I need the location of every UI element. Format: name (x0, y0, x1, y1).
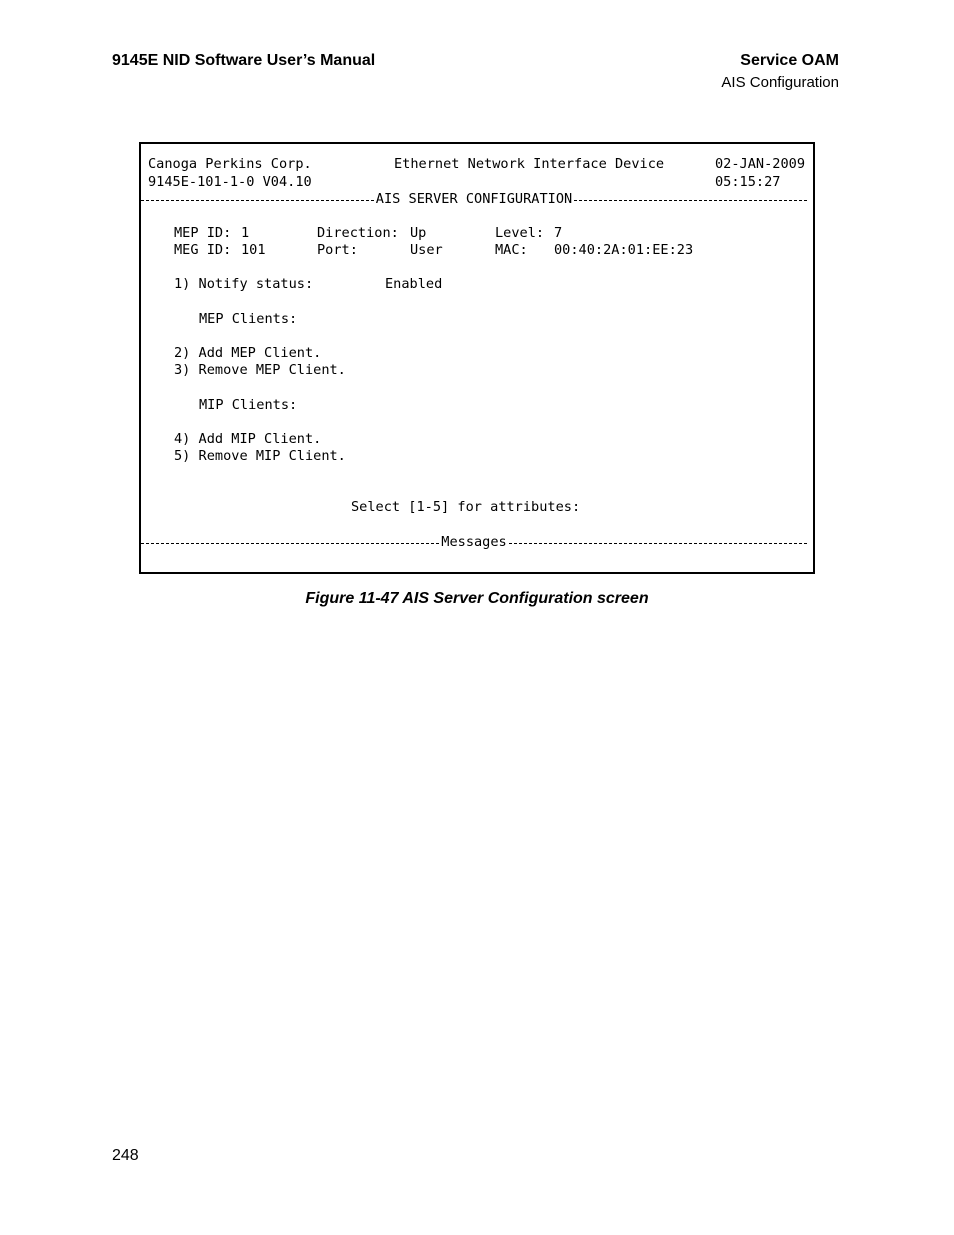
terminal-screen (139, 142, 815, 574)
date: 02-JAN-2009 (715, 156, 806, 172)
meg-id-label: MEG ID: (174, 242, 232, 258)
menu-notify-status[interactable]: 1) Notify status: (174, 276, 314, 292)
menu-remove-mip-client[interactable]: 5) Remove MIP Client. (174, 448, 346, 464)
mac-value: 00:40:2A:01:EE:23 (554, 242, 694, 258)
manual-title: 9145E NID Software User’s Manual (112, 52, 376, 69)
notify-status-value: Enabled (385, 276, 443, 292)
selection-prompt[interactable]: Select [1-5] for attributes: (351, 499, 581, 515)
mep-id-label: MEP ID: (174, 225, 232, 241)
menu-add-mep-client[interactable]: 2) Add MEP Client. (174, 345, 322, 361)
mip-clients-label: MIP Clients: (199, 397, 298, 413)
direction-value: Up (410, 225, 427, 241)
mep-id-value: 1 (241, 225, 250, 241)
port-label: Port: (317, 242, 358, 258)
company-name: Canoga Perkins Corp. (148, 156, 312, 172)
mep-clients-label: MEP Clients: (199, 311, 298, 327)
title-rule (141, 191, 807, 208)
menu-add-mip-client[interactable]: 4) Add MIP Client. (174, 431, 322, 447)
level-label: Level: (495, 225, 545, 241)
direction-label: Direction: (317, 225, 399, 241)
page-number: 248 (112, 1147, 139, 1164)
messages-rule (141, 534, 807, 551)
firmware-version: 9145E-101-1-0 V04.10 (148, 174, 312, 190)
figure-caption: Figure 11-47 AIS Server Configuration screen (305, 590, 649, 607)
menu-remove-mep-client[interactable]: 3) Remove MEP Client. (174, 362, 346, 378)
screen-title: AIS SERVER CONFIGURATION (375, 191, 573, 207)
meg-id-value: 101 (241, 242, 266, 258)
level-value: 7 (554, 225, 563, 241)
subsection-title: AIS Configuration (721, 74, 839, 91)
mac-label: MAC: (495, 242, 528, 258)
messages-label: Messages (441, 534, 507, 550)
section-title: Service OAM (740, 52, 839, 69)
port-value: User (410, 242, 443, 258)
device-name: Ethernet Network Interface Device (394, 156, 665, 172)
time: 05:15:27 (715, 174, 781, 190)
